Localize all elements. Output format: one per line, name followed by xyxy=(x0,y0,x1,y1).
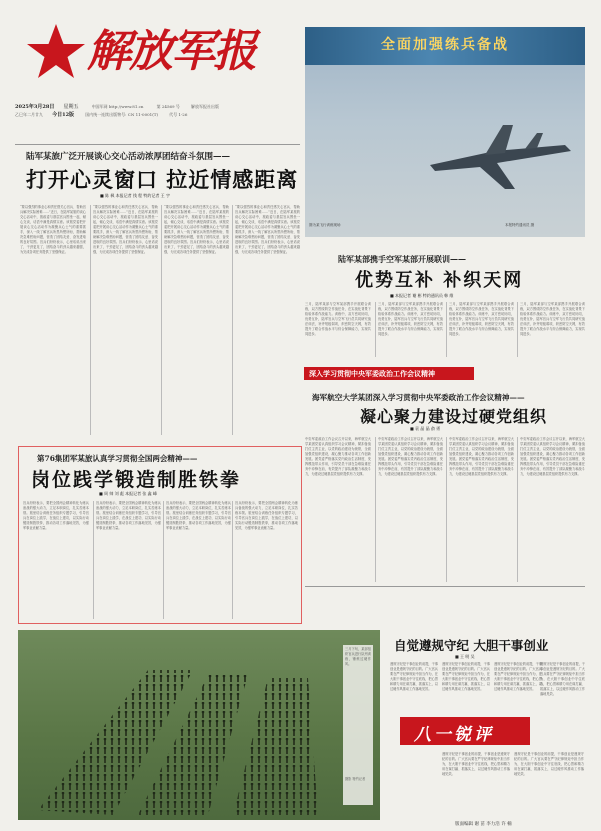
footer-editors: 版面编辑 谢 苗 李力浩 许 楠 xyxy=(455,822,512,827)
story4-byline: ■ 袁 晶 晶 俞 勇 xyxy=(410,426,441,431)
photo-aircraft xyxy=(305,27,585,237)
banner-text: 全面加强练兵备战 xyxy=(381,37,509,53)
publication-code: 国内统一连续出版物号: CN 11-0001(T) xyxy=(85,112,159,117)
story3-column-2: 官兵纷纷表示，要把全国两会精神转化为练兵备战的强大动力，立足本职岗位，扎实苦练本领。旅里结合训练任务组织专题学习，引导官兵在岗位上践学，在战位上建功，以实际行动锻造制胜铁拳，推动各项工作落地见效，为强军事业贡献力量。 xyxy=(93,501,161,619)
story4-column-1: 中央军委政治工作会议召开以来，海军航空大学某团党委认真组织学习会议精神，紧扣备战打仗主责主业，以党的政治建设为统领，全面加强党组织建设，凝心聚力推动各项工作创新发展。团党委严格落实党内政治生活制度，发挥模范带头作用，引导党员干部在急难险重任务中冲锋在前，有效提升了部队凝聚力和战斗力，为建设过硬基层党组织提供有力支撑。 xyxy=(305,437,371,476)
fighter-jet-illustration xyxy=(425,117,575,197)
story2-column-1: 三月，陆军某部与空军某部携手开展联合训练，双方围绕防空作战任务，在实战化背景下检验体系作战能力。训练中，双方密切协同，优势互补，陆军官兵与空军飞行员共同研究战法训法，补齐短板弱项，织密防空天网，有效提升了联合作战水平与综合保障能力，实现共同进步。 xyxy=(305,302,371,336)
story3-column-4: 官兵纷纷表示，要把全国两会精神转化为练兵备战的强大动力，立足本职岗位，扎实苦练本领。旅里结合训练任务组织专题学习，引导官兵在岗位上践学，在战位上建功，以实际行动锻造制胜铁拳，推动各项工作落地见效，为强军事业贡献力量。 xyxy=(232,501,298,619)
postal-code: 代号 1-26 xyxy=(169,112,188,117)
photo-credit: 本报特约通讯员 摄 xyxy=(505,223,535,227)
story2-title: 优势互补 补织天网 xyxy=(355,270,524,291)
story1-column-2: “要以强烈的事业心和责任感关心官兵、帮助官兵解决实际困难……”近日，在陆军某旅的谈心交心活动中，旅政委与基层官兵围坐一起，倾心交谈，话语中满是真情实意。该旅党委把开展谈心交心活动作为凝聚兵心士气的重要抓手，深入一线了解官兵所思所想所盼，帮助解决急难愁盼问题，营造了团结友爱、奋发进取的良好氛围。官兵们纷纷表示，心里话说出来了，干劲更足了，团结奋斗的劲头越来越强，为完成各项任务提供了坚强保证。 xyxy=(90,205,158,435)
story4-column-4: 中央军委政治工作会议召开以来，海军航空大学某团党委认真组织学习会议精神，紧扣备战打仗主责主业，以党的政治建设为统领，全面加强党组织建设，凝心聚力推动各项工作创新发展。团党委严格落实党内政治生活制度，发挥模范带头作用，引导党员干部在急难险重任务中冲锋在前，有效提升了部队凝聚力和战斗力，为建设过硬基层党组织提供有力支撑。 xyxy=(517,437,585,582)
commentary-body xyxy=(390,662,585,822)
commentary-author: ■ 王 明 吴 xyxy=(455,654,475,659)
story3-title: 岗位践学锻造制胜铁拳 xyxy=(31,469,242,491)
commentary-column-6: 遵规守纪是干事创业的前提，干事创业是遵规守纪的目的。广大官兵要在严守纪律规矩中担当作为，在大胆干事创业中守住底线，把心思和精力用在谋打赢、抓落实上，以过硬作风推动工作落地见效。 xyxy=(514,752,584,776)
story4-kicker: 海军航空大学某团深入学习贯彻中央军委政治工作会议精神—— xyxy=(312,393,525,402)
page-count: 今日12版 xyxy=(52,112,75,118)
story4-column-2: 中央军委政治工作会议召开以来，海军航空大学某团党委认真组织学习会议精神，紧扣备战打仗主责主业，以党的政治建设为统领，全面加强党组织建设，凝心聚力推动各项工作创新发展。团党委严格落实党内政治生活制度，发挥模范带头作用，引导党员干部在急难险重任务中冲锋在前，有效提升了部队凝聚力和战斗力，为建设过硬基层党组织提供有力支撑。 xyxy=(375,437,443,582)
story1-column-3: “要以强烈的事业心和责任感关心官兵、帮助官兵解决实际困难……”近日，在陆军某旅的谈心交心活动中，旅政委与基层官兵围坐一起，倾心交谈，话语中满是真情实意。该旅党委把开展谈心交心活动作为凝聚兵心士气的重要抓手，深入一线了解官兵所思所想所盼，帮助解决急难愁盼问题，营造了团结友爱、奋发进取的良好氛围。官兵们纷纷表示，心里话说出来了，干劲更足了，团结奋斗的劲头越来越强，为完成各项任务提供了坚强保证。 xyxy=(161,205,229,435)
story4-title: 凝心聚力建设过硬党组织 xyxy=(360,407,548,426)
story3-kicker: 第76集团军某旅认真学习贯彻全国两会精神—— xyxy=(37,454,198,463)
site-url: 中国军网 http://www.81.cn xyxy=(91,104,144,109)
story2-column-2: 三月，陆军某部与空军某部携手开展联合训练，双方围绕防空作战任务，在实战化背景下检验体系作战能力。训练中，双方密切协同，优势互补，陆军官兵与空军飞行员共同研究战法训法，补齐短板弱项，织密防空天网，有效提升了联合作战水平与综合保障能力，实现共同进步。 xyxy=(375,302,443,357)
lunar-date: 乙巳年二月廿九 xyxy=(15,112,43,117)
story1-column-4: “要以强烈的事业心和责任感关心官兵、帮助官兵解决实际困难……”近日，在陆军某旅的谈心交心活动中，旅政委与基层官兵围坐一起，倾心交谈，话语中满是真情实意。该旅党委把开展谈心交心活动作为凝聚兵心士气的重要抓手，深入一线了解官兵所思所想所盼，帮助解决急难愁盼问题，营造了团结友爱、奋发进取的良好氛围。官兵们纷纷表示，心里话说出来了，干劲更足了，团结奋斗的劲头越来越强，为完成各项任务提供了坚强保证。 xyxy=(232,205,300,435)
bayi-star-emblem xyxy=(25,23,87,81)
story3-box xyxy=(18,446,302,624)
photo-formation xyxy=(18,630,380,820)
weekday: 星期五 xyxy=(63,104,79,110)
troop-formation-illustration xyxy=(18,630,380,820)
section-tag-text: 深入学习贯彻中央军委政治工作会议精神 xyxy=(309,369,435,378)
publisher: 解放军报社出版 xyxy=(190,104,219,109)
story2-kicker: 陆军某部携手空军某部开展联训—— xyxy=(338,254,466,264)
photo-caption: 图为某飞行训练现场 xyxy=(309,223,341,227)
masthead-title: 解放军报 xyxy=(87,26,255,77)
story3-column-1: 官兵纷纷表示，要把全国两会精神转化为练兵备战的强大动力，立足本职岗位，扎实苦练本领。旅里结合训练任务组织专题学习，引导官兵在岗位上践学，在战位上建功，以实际行动锻造制胜铁拳，推动各项工作落地见效，为强军事业贡献力量。 xyxy=(23,501,89,530)
story3-byline: ■ 周 帅 刘 彪 本报记者 张 鑫 峰 xyxy=(99,491,157,496)
commentary-title: 自觉遵规守纪 大胆干事创业 xyxy=(394,638,549,653)
column-logo-text: 八一锐评 xyxy=(414,725,494,745)
commentary-column-4: 遵规守纪是干事创业的前提，干事创业是遵规守纪的目的。广大官兵要在严守纪律规矩中担当作为，在大胆干事创业中守住底线，把心思和精力用在谋打赢、抓落实上，以过硬作风推动工作落地见效。 xyxy=(540,662,585,696)
story2-column-3: 三月，陆军某部与空军某部携手开展联合训练，双方围绕防空作战任务，在实战化背景下检验体系作战能力。训练中，双方密切协同，优势互补，陆军官兵与空军飞行员共同研究战法训法，补齐短板弱项，织密防空天网，有效提升了联合作战水平与综合保障能力，实现共同进步。 xyxy=(446,302,514,357)
photo2-credit: 摄影 特约记者 xyxy=(345,777,366,781)
commentary-column-3: 遵规守纪是干事创业的前提，干事创业是遵规守纪的目的。广大官兵要在严守纪律规矩中担当作为，在大胆干事创业中守住底线，把心思和精力用在谋打赢、抓落实上，以过硬作风推动工作落地见效。 xyxy=(494,662,542,691)
story1-column-1: “要以强烈的事业心和责任感关心官兵、帮助官兵解决实际困难……”近日，在陆军某旅的谈心交心活动中，旅政委与基层官兵围坐一起，倾心交谈，话语中满是真情实意。该旅党委把开展谈心交心活动作为凝聚兵心士气的重要抓手，深入一线了解官兵所思所想所盼，帮助解决急难愁盼问题，营造了团结友爱、奋发进取的良好氛围。官兵们纷纷表示，心里话说出来了，干劲更足了，团结奋斗的劲头越来越强，为完成各项任务提供了坚强保证。 xyxy=(20,205,86,254)
photo2-caption-text: 三月下旬，某部组织官兵进行队列训练，锤炼过硬作风。 xyxy=(345,647,371,666)
masthead xyxy=(15,15,265,118)
story4-body xyxy=(305,437,585,582)
issue-date: 2025年3月28日 xyxy=(15,104,55,110)
commentary-column-2: 遵规守纪是干事创业的前提，干事创业是遵规守纪的目的。广大官兵要在严守纪律规矩中担当作为，在大胆干事创业中守住底线，把心思和精力用在谋打赢、抓落实上，以过硬作风推动工作落地见效。 xyxy=(442,662,490,691)
serial-number: 第 24569 号 xyxy=(156,104,180,109)
commentary-column-5: 遵规守纪是干事创业的前提，干事创业是遵规守纪的目的。广大官兵要在严守纪律规矩中担当作为，在大胆干事创业中守住底线，把心思和精力用在谋打赢、抓落实上，以过硬作风推动工作落地见效。 xyxy=(442,752,510,776)
story4-column-3: 中央军委政治工作会议召开以来，海军航空大学某团党委认真组织学习会议精神，紧扣备战打仗主责主业，以党的政治建设为统领，全面加强党组织建设，凝心聚力推动各项工作创新发展。团党委严格落实党内政治生活制度，发挥模范带头作用，引导党员干部在急难险重任务中冲锋在前，有效提升了部队凝聚力和战斗力，为建设过硬基层党组织提供有力支撑。 xyxy=(446,437,514,582)
column-logo xyxy=(400,717,530,745)
banner xyxy=(305,27,585,65)
story1-byline: ■ 陈 枫 本报记者 钱 程 特约记者 王 宇 xyxy=(100,193,170,198)
story2-byline: ■ 本报记者 谢 彬 特约通讯员 韩 维 xyxy=(390,293,454,298)
photo2-caption xyxy=(343,645,373,805)
commentary-column-1: 遵规守纪是干事创业的前提，干事创业是遵规守纪的目的。广大官兵要在严守纪律规矩中担当作为，在大胆干事创业中守住底线，把心思和精力用在谋打赢、抓落实上，以过硬作风推动工作落地见效。 xyxy=(390,662,438,691)
story3-column-3: 官兵纷纷表示，要把全国两会精神转化为练兵备战的强大动力，立足本职岗位，扎实苦练本领。旅里结合训练任务组织专题学习，引导官兵在岗位上践学，在战位上建功，以实际行动锻造制胜铁拳，推动各项工作落地见效，为强军事业贡献力量。 xyxy=(163,501,231,619)
story2-body xyxy=(305,302,585,357)
section-tag xyxy=(304,367,474,380)
story2-column-4: 三月，陆军某部与空军某部携手开展联合训练，双方围绕防空作战任务，在实战化背景下检验体系作战能力。训练中，双方密切协同，优势互补，陆军官兵与空军飞行员共同研究战法训法，补齐短板弱项，织密防空天网，有效提升了联合作战水平与综合保障能力，实现共同进步。 xyxy=(517,302,585,357)
story1-body xyxy=(20,205,300,435)
story1-kicker: 陆军某旅广泛开展谈心交心活动浓厚团结奋斗氛围—— xyxy=(26,152,231,162)
story1-title: 打开心灵窗口 拉近情感距离 xyxy=(26,167,299,192)
